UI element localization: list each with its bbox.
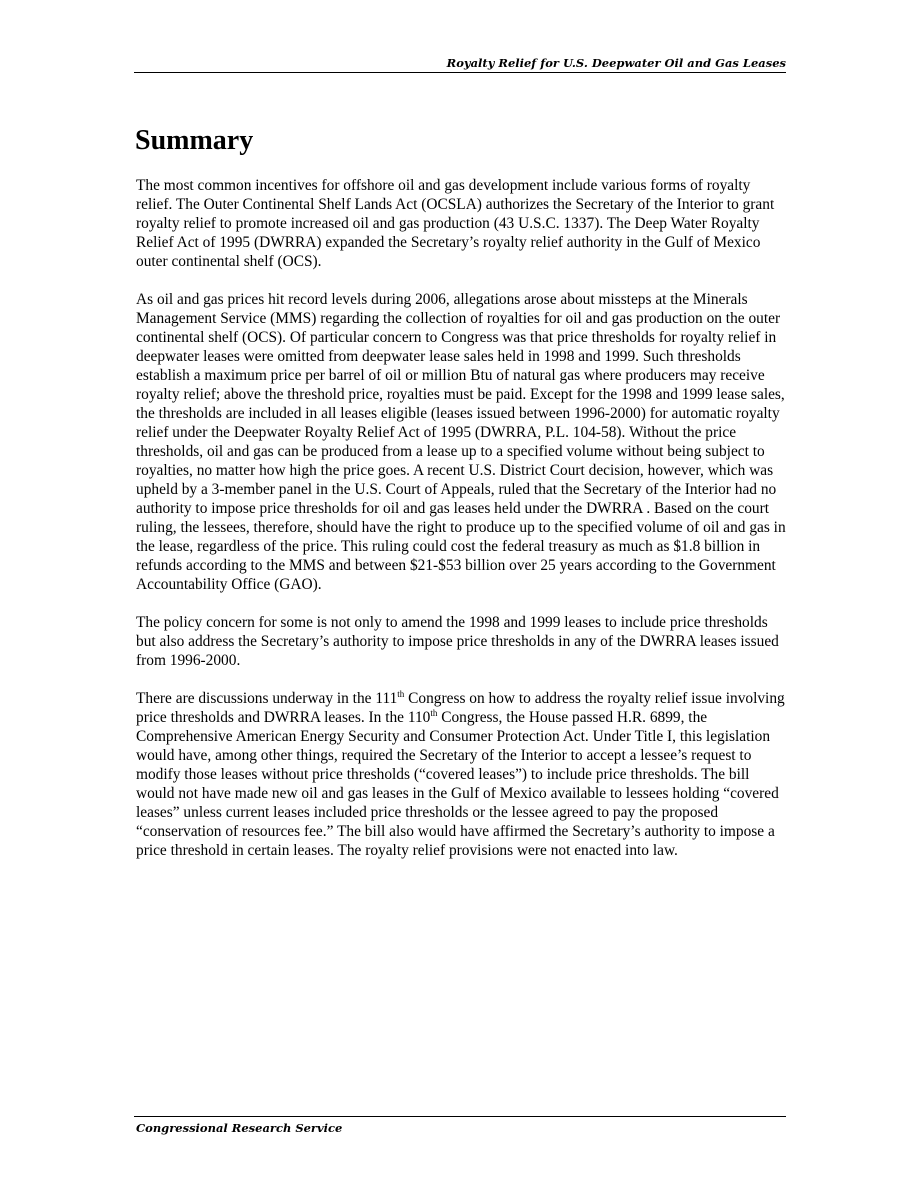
footer-divider: [134, 1116, 786, 1117]
page-title: Summary: [135, 125, 254, 156]
paragraph-4: [136, 689, 788, 860]
paragraph-4-text-3: Congress, the House passed H.R. 6899, the Comprehensive American Energy Security and Consumer Protection Act. Under Title I, this legislation would have, among other things, required the Secretary of the Interior to accept a lessee’s request to modify those leases without price thresholds (“covered leases”) to include price thresholds. The bill would not have made new oil and gas leases in the Gulf of Mexico available to lessees holding “covered leases” unless current leases included price thresholds or the lessee agreed to pay the proposed “conservation of resources fee.” The bill also would have affirmed the Secretary’s authority to impose a price threshold in certain leases. The royalty relief provisions were not enacted into law.: [136, 709, 779, 859]
ordinal-suffix: th: [397, 689, 405, 699]
paragraph-4-text-2: Congress on how to address the royalty relief issue involving price thresholds and DWRRA leases. In the 110: [136, 690, 785, 726]
paragraph-4-text-1: There are discussions underway in the 111: [136, 690, 398, 707]
summary-body: [136, 176, 788, 879]
paragraph-1: The most common incentives for offshore oil and gas development include various forms of royalty relief. The Outer Continental Shelf Lands Act (OCSLA) authorizes the Secretary of the Interior to grant royalty relief to promote increased oil and gas production (43 U.S.C. 1337). The Deep Water Royalty Relief Act of 1995 (DWRRA) expanded the Secretary’s royalty relief authority in the Gulf of Mexico outer continental shelf (OCS).: [136, 177, 775, 270]
paragraph-3: The policy concern for some is not only to amend the 1998 and 1999 leases to include price thresholds but also address the Secretary’s authority to impose price thresholds in any of the DWRRA leases issued from 1996-2000.: [136, 614, 779, 669]
running-header-title: Royalty Relief for U.S. Deepwater Oil and Gas Leases: [446, 56, 786, 70]
ordinal-suffix: th: [430, 708, 438, 718]
header-divider: [134, 72, 786, 73]
paragraph-2: As oil and gas prices hit record levels during 2006, allegations arose about missteps at the Minerals Management Service (MMS) regarding the collection of royalties for oil and gas production on the outer continental shelf (OCS). Of particular concern to Congress was that price thresholds for royalty relief in deepwater leases were omitted from deepwater lease sales held in 1998 and 1999. Such thresholds establish a maximum price per barrel of oil or million Btu of natural gas where producers may receive royalty relief; above the threshold price, royalties must be paid. Except for the 1998 and 1999 lease sales, the thresholds are included in all leases eligible (leases issued between 1996-2000) for automatic royalty relief under the Deepwater Royalty Relief Act of 1995 (DWRRA, P.L. 104-58). Without the price thresholds, oil and gas can be produced from a lease up to a specified volume without being subject to royalties, no matter how high the price goes. A recent U.S. District Court decision, however, which was upheld by a 3-member panel in the U.S. Court of Appeals, ruled that the Secretary of the Interior had no authority to impose price thresholds for oil and gas leases held under the DWRRA . Based on the court ruling, the lessees, therefore, should have the right to produce up to the specified volume of oil and gas in the lease, regardless of the price. This ruling could cost the federal treasury as much as $1.8 billion in refunds according to the MMS and between $21-$53 billion over 25 years according to the Government Accountability Office (GAO).: [136, 291, 786, 593]
footer-source: Congressional Research Service: [136, 1121, 343, 1135]
